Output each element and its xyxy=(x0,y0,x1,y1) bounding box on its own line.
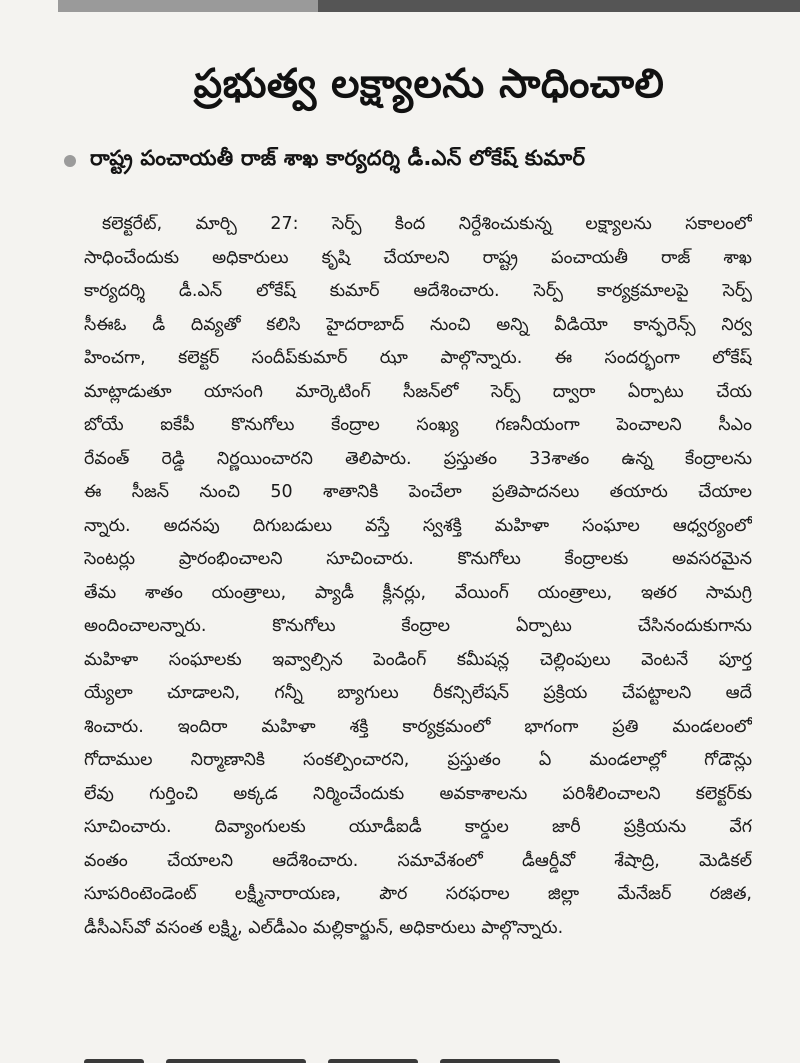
article-line: రేవంత్ రెడ్డి నిర్ణయించారని తెలిపారు. ప్రస్తుతం 33శాతం ఉన్న కేంద్రాలను xyxy=(84,448,752,469)
article-line: సూచించారు. దివ్యాంగులకు యూడీఐడీ కార్డుల జారీ ప్రక్రియను వేగ xyxy=(84,817,752,837)
article-line: హించగా, కలెక్టర్ సందీప్‌కుమార్ ఝా పాల్గొన్నారు. ఈ సందర్భంగా లోకేష్ xyxy=(84,348,752,368)
headline: ప్రభుత్వ లక్ష్యాలను సాధించాలి xyxy=(193,61,665,107)
article-line: అందించాలన్నారు. కొనుగోలు కేంద్రాల ఏర్పాటు చేసినందుకుగాను xyxy=(84,616,752,636)
top-rule-light-segment xyxy=(58,0,318,12)
article-line: గోదాముల నిర్మాణానికి సంకల్పించారని, ప్రస్తుతం ఏ మండలాల్లో గోడౌన్లు xyxy=(84,750,752,770)
article-line: సూపరింటెండెంట్ లక్ష్మీనారాయణ, పౌర సరఫరాల జిల్లా మేనేజర్ రజిత, xyxy=(84,884,752,904)
article-line: సాధించేందుకు అధికారులు కృషి చేయాలని రాష్ట్ర పంచాయతీ రాజ్ శాఖ xyxy=(84,247,752,268)
article-line: లేవు గుర్తించి అక్కడ నిర్మించేందుకు అవకాశాలను పరిశీలించాలని కలెక్టర్‌కు xyxy=(84,783,752,804)
article-line: న్నారు. అదనపు దిగుబడులు వస్తే స్వశక్తి మహిళా సంఘాల ఆధ్వర్యంలో xyxy=(84,515,752,536)
article-line: మహిళా సంఘాలకు ఇవ్వాల్సిన పెండింగ్ కమీషన్ల చెల్లింపులు వెంటనే పూర్త xyxy=(84,649,752,670)
cut-off-next-text xyxy=(84,1050,624,1063)
subheadline-row xyxy=(64,146,800,176)
article-line: శించారు. ఇందిరా మహిళా శక్తి కార్యక్రమంలో భాగంగా ప్రతి మండలంలో xyxy=(84,716,752,737)
article-line: ఈ సీజన్ నుంచి 50 శాతానికి పెంచేలా ప్రతిపాదనలు తయారు చేయాల xyxy=(84,482,752,502)
article-body xyxy=(84,208,752,945)
bullet-icon xyxy=(64,155,76,167)
article-line: య్యేలా చూడాలని, గన్నీ బ్యాగులు రీకన్సిలేషన్ ప్రక్రియ చేపట్టాలని ఆదే xyxy=(84,683,752,703)
article-line: బోయే ఐకేపీ కొనుగోలు కేంద్రాల సంఖ్య గణనీయంగా పెంచాలని సీఎం xyxy=(84,415,752,435)
subheadline: రాష్ట్ర పంచాయతీ రాజ్ శాఖ కార్యదర్శి డీ.ఎన్ లోకేష్ కుమార్ xyxy=(90,146,586,170)
top-rule-dark-segment xyxy=(318,0,800,12)
article-line: వంతం చేయాలని ఆదేశించారు. సమావేశంలో డీఆర్డీవో శేషాద్రి, మెడికల్ xyxy=(84,850,752,871)
article-line: కార్యదర్శి డీ.ఎన్ లోకేష్ కుమార్ ఆదేశించారు. సెర్ప్ కార్యక్రమాలపై సెర్ప్ xyxy=(84,281,752,301)
article-line: మాట్లాడుతూ యాసంగి మార్కెటింగ్ సీజన్‌లో సెర్ప్ ద్వారా ఏర్పాటు చేయ xyxy=(84,381,752,402)
top-rule xyxy=(58,0,800,12)
article-line: సీఈఓ డీ దివ్యతో కలిసి హైదరాబాద్ నుంచి అన్ని వీడియో కాన్ఫరెన్స్ నిర్వ xyxy=(84,314,752,335)
article-line: సెంటర్లు ప్రారంభించాలని సూచించారు. కొనుగోలు కేంద్రాలకు అవసరమైన xyxy=(84,549,752,569)
article-line: డీసీఎస్‌వో వసంత లక్ష్మి, ఎల్‌డీఎం మల్లికార్జున్, అధికారులు పాల్గొన్నారు. xyxy=(84,917,564,938)
article-line: కలెక్టరేట్, మార్చి 27: సెర్ప్ కింద నిర్దేశించుకున్న లక్ష్యాలను సకాలంలో xyxy=(102,214,752,234)
article-line: తేమ శాతం యంత్రాలు, ప్యాడీ క్లీనర్లు, వేయింగ్ యంత్రాలు, ఇతర సామగ్రి xyxy=(84,582,752,603)
